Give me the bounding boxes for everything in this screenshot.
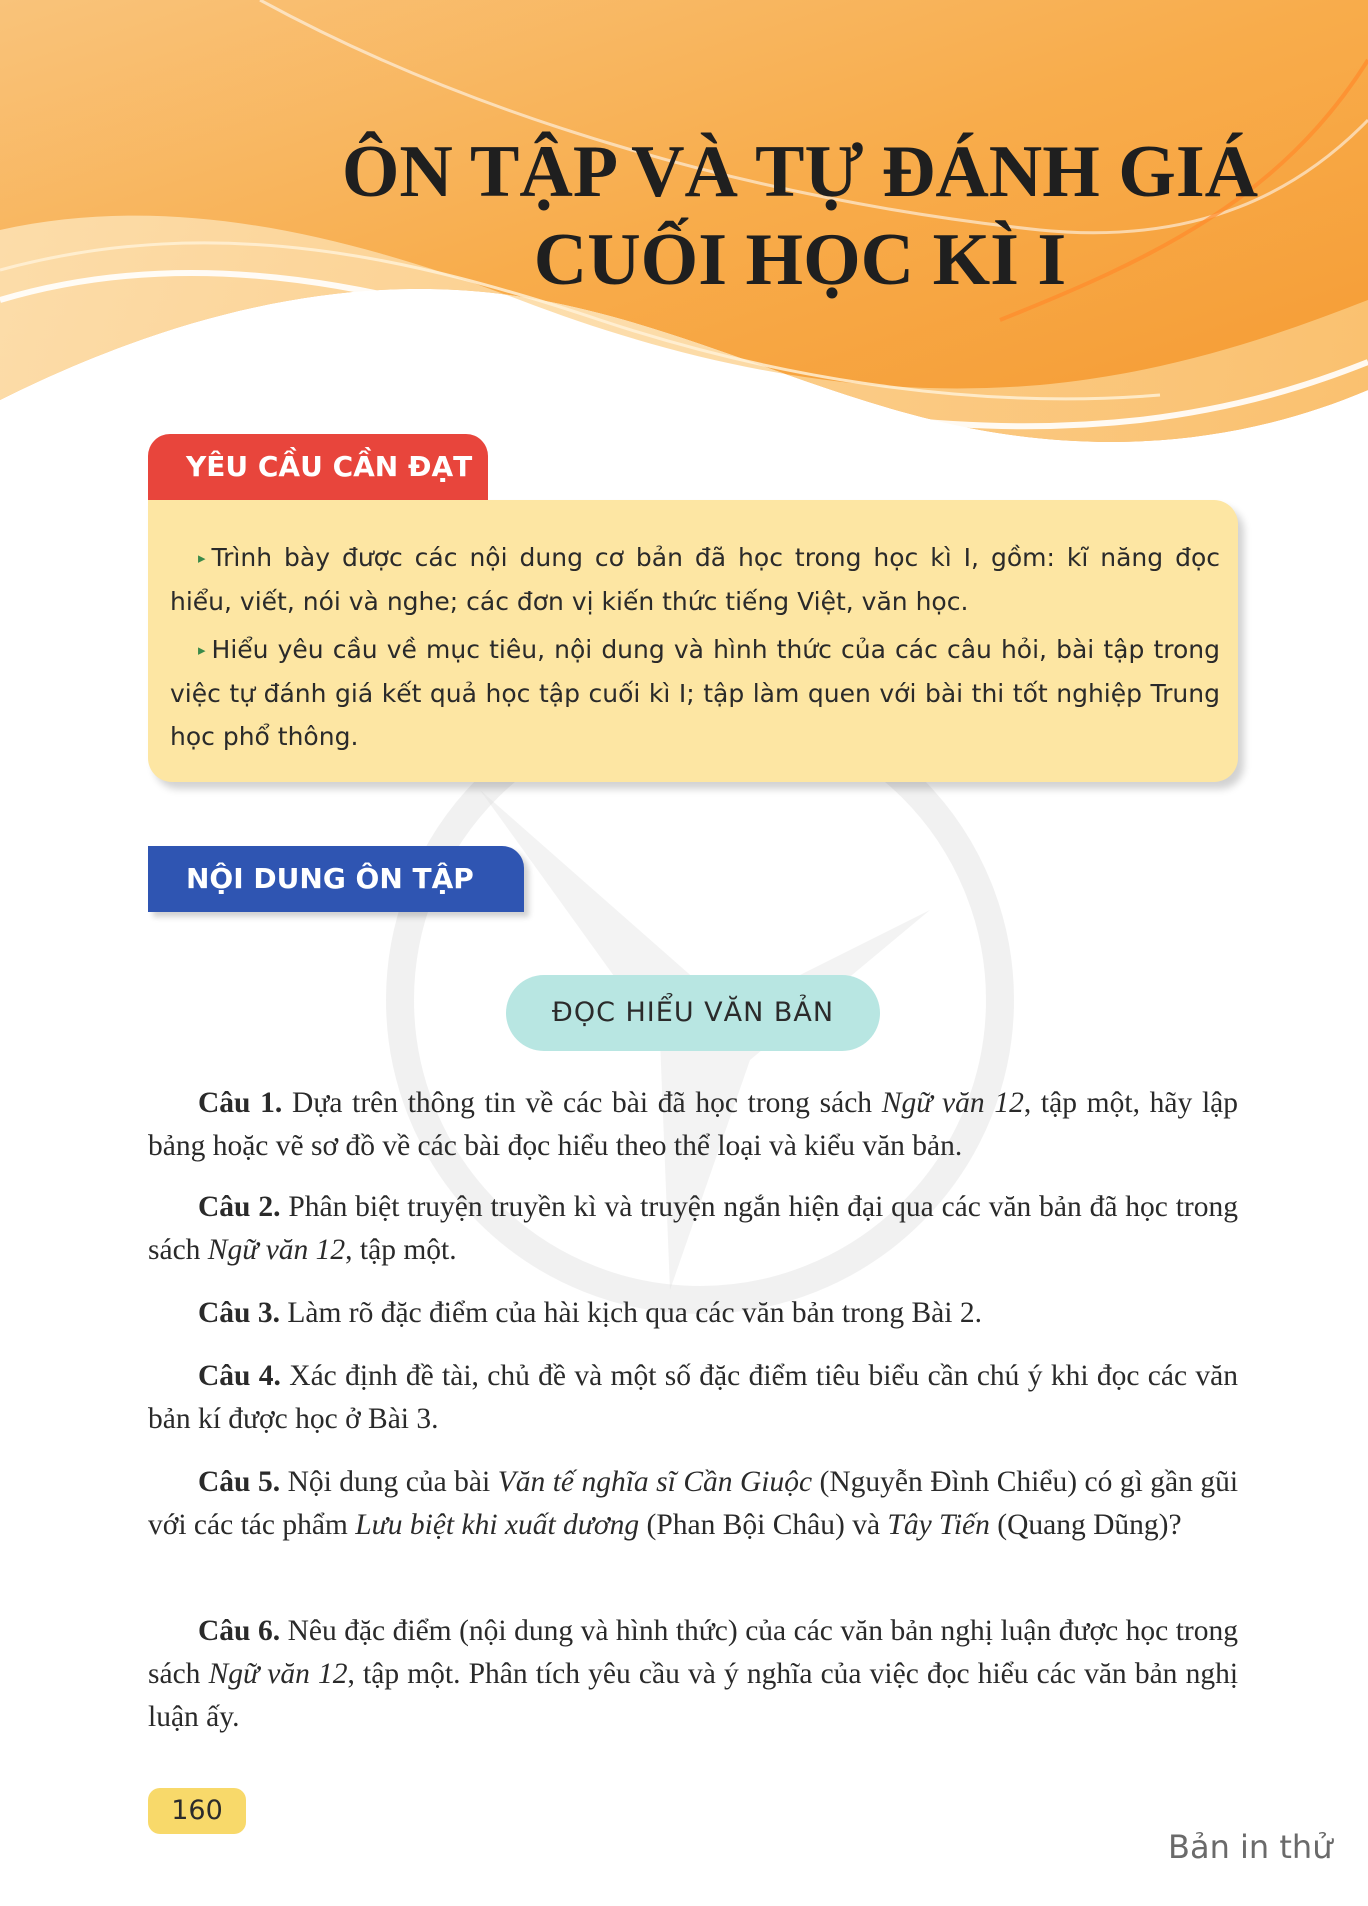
page-number: 160 xyxy=(148,1788,246,1834)
work-title: Lưu biệt khi xuất dương xyxy=(355,1509,640,1541)
question-text: Nêu đặc điểm (nội dung và hình thức) của các văn bản nghị luận được học trong sách xyxy=(148,1615,1239,1690)
question-label: Câu 1. xyxy=(198,1087,283,1119)
question-2 xyxy=(148,1186,1238,1272)
review-heading: NỘI DUNG ÔN TẬP xyxy=(148,846,524,912)
question-label: Câu 5. xyxy=(198,1466,281,1498)
question-text: Phân biệt truyện truyền kì và truyện ngắn hiện đại qua các văn bản đã học trong sách xyxy=(148,1191,1239,1266)
triangle-bullet-icon: ▸ xyxy=(198,549,206,567)
requirements-heading: YÊU CẦU CẦN ĐẠT xyxy=(148,434,488,500)
question-5 xyxy=(148,1461,1238,1547)
question-text: Nội dung của bài xyxy=(287,1466,498,1498)
book-title: Ngữ văn 12 xyxy=(208,1658,348,1690)
question-4 xyxy=(148,1355,1238,1441)
work-title: Tây Tiến xyxy=(887,1509,990,1541)
triangle-bullet-icon: ▸ xyxy=(198,641,206,659)
requirement-text-2: Hiểu yêu cầu về mục tiêu, nội dung và hình thức của các câu hỏi, bài tập trong việc tự đánh giá kết quả học tập cuối kì I; tập làm quen với bài thi tốt nghiệp Trung học phổ thông. xyxy=(170,635,1220,751)
question-text: , tập một. xyxy=(345,1234,457,1266)
title-line-1: ÔN TẬP VÀ TỰ ĐÁNH GIÁ xyxy=(341,131,1259,213)
requirement-text-1: Trình bày được các nội dung cơ bản đã học trong học kì I, gồm: kĩ năng đọc hiểu, viết, nói và nghe; các đơn vị kiến thức tiếng Việt, văn học. xyxy=(170,543,1220,616)
question-1 xyxy=(148,1082,1238,1168)
question-6 xyxy=(148,1610,1238,1739)
question-text: Dựa trên thông tin về các bài đã học trong sách xyxy=(292,1087,882,1119)
title-line-2: CUỐI HỌC KÌ I xyxy=(533,219,1067,301)
question-label: Câu 3. xyxy=(198,1297,280,1329)
work-title: Văn tế nghĩa sĩ Cần Giuộc xyxy=(497,1466,813,1498)
page-title xyxy=(300,128,1300,304)
reading-subheading: ĐỌC HIỂU VĂN BẢN xyxy=(506,975,880,1051)
requirements-box xyxy=(148,500,1238,782)
question-text: , tập một. Phân tích yêu cầu và ý nghĩa của việc đọc hiểu các văn bản nghị luận ấy. xyxy=(148,1658,1239,1733)
requirement-item-2 xyxy=(170,628,1220,758)
question-label: Câu 4. xyxy=(198,1360,281,1392)
book-title: Ngữ văn 12 xyxy=(881,1087,1024,1119)
draft-label: Bản in thử xyxy=(1168,1828,1333,1866)
question-text: (Nguyễn Đình Chiểu) có gì gần gũi với các tác phẩm xyxy=(148,1466,1239,1541)
book-title: Ngữ văn 12 xyxy=(207,1234,346,1266)
question-3 xyxy=(148,1292,1238,1335)
question-label: Câu 6. xyxy=(198,1615,281,1647)
question-text: (Phan Bội Châu) và xyxy=(639,1509,888,1541)
question-text: Xác định đề tài, chủ đề và một số đặc điểm tiêu biểu cần chú ý khi đọc các văn bản kí được học ở Bài 3. xyxy=(148,1360,1239,1435)
question-text: Làm rõ đặc điểm của hài kịch qua các văn bản trong Bài 2. xyxy=(287,1297,982,1329)
question-text: , tập một, hãy lập bảng hoặc vẽ sơ đồ về các bài đọc hiểu theo thể loại và kiểu văn bản. xyxy=(148,1087,1239,1162)
requirement-item-1 xyxy=(170,536,1220,623)
question-text: (Quang Dũng)? xyxy=(989,1509,1182,1541)
question-label: Câu 2. xyxy=(198,1191,281,1223)
